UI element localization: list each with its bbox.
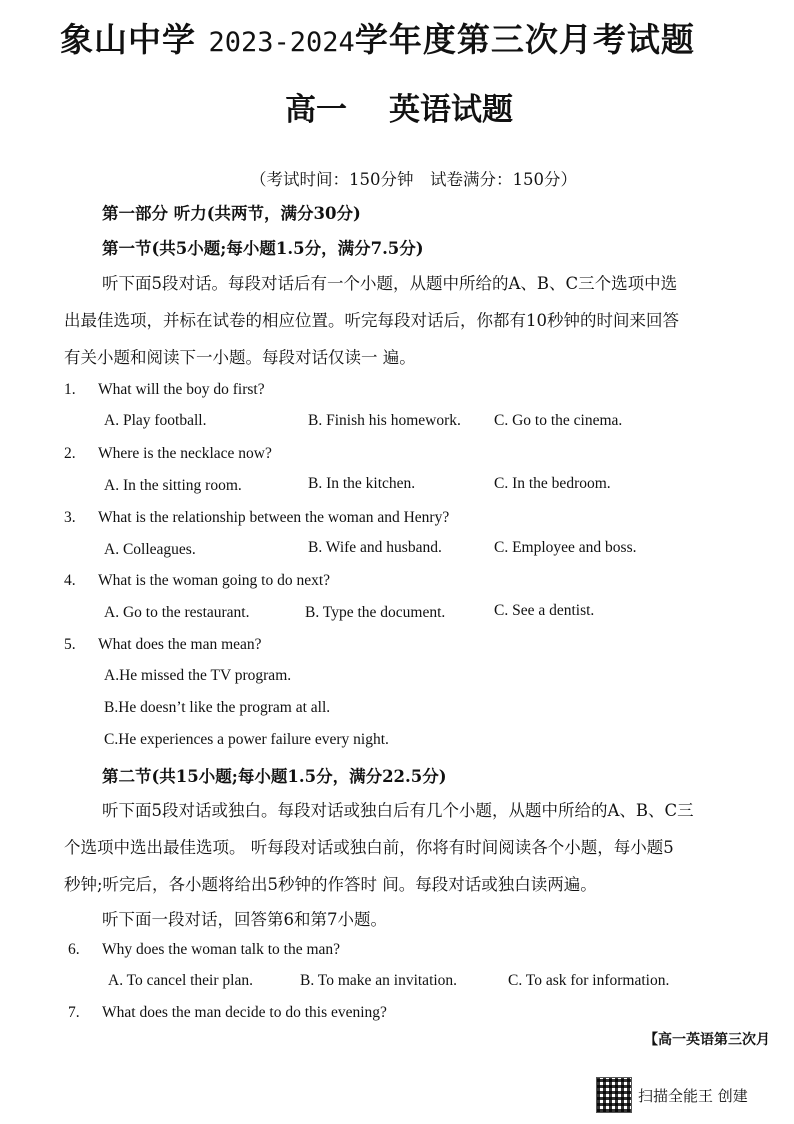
question-5-option-c: C.He experiences a power failure every night. <box>104 731 389 748</box>
section1-instruction-line: 出最佳选项，并标在试卷的相应位置。听完每段对话后，你都有10秒钟的时间来回答 <box>64 311 679 330</box>
question-2-text: Where is the necklace now? <box>98 445 272 462</box>
question-3-number: 3. <box>64 509 76 526</box>
section2-instruction-line: 秒钟;听完后，各小题将给出5秒钟的作答时 间。每段对话或独白读两遍。 <box>64 875 597 894</box>
page-footer-tab: 【高一英语第三次月 <box>644 1032 770 1048</box>
exam-title <box>60 14 695 61</box>
question-1-text: What will the boy do first? <box>98 381 265 398</box>
question-4-option-b: B. Type the document. <box>305 604 446 621</box>
question-5-option-b: B.He doesn’t like the program at all. <box>104 699 331 716</box>
part1-heading: 第一部分 听力(共两节，满分30分) <box>102 204 361 223</box>
scanner-label: 扫描全能王 创建 <box>638 1086 748 1105</box>
question-2-option-c: C. In the bedroom. <box>494 475 611 492</box>
question-3-option-a: A. Colleagues. <box>104 541 196 558</box>
question-3-option-b: B. Wife and husband. <box>308 539 442 556</box>
question-1-option-b: B. Finish his homework. <box>308 412 461 429</box>
question-4-number: 4. <box>64 572 76 589</box>
question-6-text: Why does the woman talk to the man? <box>102 941 341 958</box>
exam-info: （考试时间：150分钟 试卷满分：150分） <box>250 170 577 189</box>
question-5-number: 5. <box>64 636 76 653</box>
qr-code-icon <box>596 1077 632 1113</box>
question-6-option-a: A. To cancel their plan. <box>108 972 253 989</box>
school-name: 象山中学 <box>60 20 196 59</box>
question-3-text: What is the relationship between the woman and Henry? <box>98 509 450 526</box>
question-2-number: 2. <box>64 445 76 462</box>
section1-heading: 第一节(共5小题;每小题1.5分，满分7.5分) <box>102 239 424 258</box>
question-6-option-b: B. To make an invitation. <box>300 972 458 989</box>
section1-instruction-line: 有关小题和阅读下一小题。每段对话仅读一 遍。 <box>64 348 416 367</box>
question-4-text: What is the woman going to do next? <box>98 572 331 589</box>
section1-instruction-line: 听下面5段对话。每段对话后有一个小题，从题中所给的A、B、C三个选项中选 <box>102 274 678 293</box>
question-5-option-a: A.He missed the TV program. <box>104 667 292 684</box>
section2-instruction-line: 个选项中选出最佳选项。 听每段对话或独白前，你将有时间阅读各个小题，每小题5 <box>64 838 674 857</box>
section2-heading: 第二节(共15小题;每小题1.5分，满分22.5分) <box>102 767 447 786</box>
subject-label: 英语试题 <box>389 92 513 128</box>
term-title: 学年度第三次月考试题 <box>354 20 695 59</box>
question-2-option-b: B. In the kitchen. <box>308 475 416 492</box>
question-6-option-c: C. To ask for information. <box>508 972 670 989</box>
question-7-text: What does the man decide to do this evening? <box>102 1004 387 1021</box>
question-6-number: 6. <box>68 941 80 958</box>
question-5-text: What does the man mean? <box>98 636 262 653</box>
grade-label: 高一 <box>285 92 347 128</box>
question-3-option-c: C. Employee and boss. <box>494 539 637 556</box>
question-4-option-a: A. Go to the restaurant. <box>104 604 250 621</box>
question-7-number: 7. <box>68 1004 80 1021</box>
question-1-option-a: A. Play football. <box>104 412 207 429</box>
section2-instruction-line: 听下面5段对话或独白。每段对话或独白后有几个小题，从题中所给的A、B、C三 <box>102 801 694 820</box>
question-1-number: 1. <box>64 381 76 398</box>
school-years: 2023-2024 <box>208 27 355 58</box>
exam-subtitle <box>285 84 513 129</box>
question-1-option-c: C. Go to the cinema. <box>494 412 623 429</box>
question-4-option-c: C. See a dentist. <box>494 602 595 619</box>
section2-lead: 听下面一段对话，回答第6和第7小题。 <box>102 910 387 929</box>
scanner-watermark <box>596 1077 748 1113</box>
question-2-option-a: A. In the sitting room. <box>104 477 242 494</box>
